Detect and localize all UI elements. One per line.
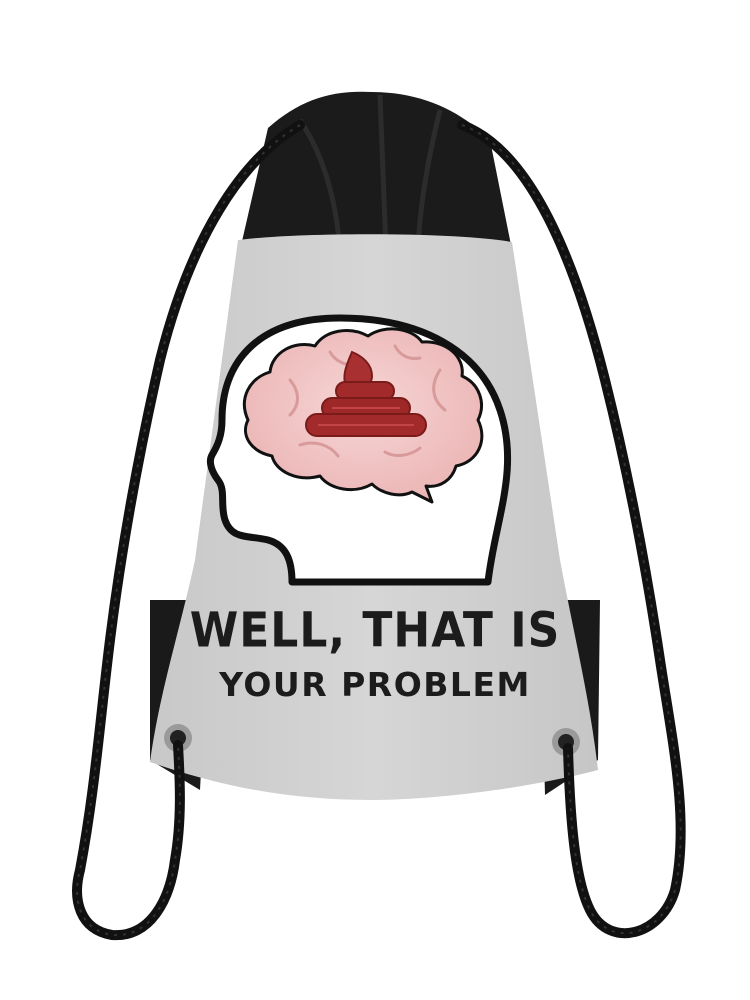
print-text-line-2: YOUR PROBLEM <box>219 665 531 704</box>
print-text-line-1: WELL, THAT IS <box>189 602 561 659</box>
bag-top-gather <box>240 92 512 250</box>
